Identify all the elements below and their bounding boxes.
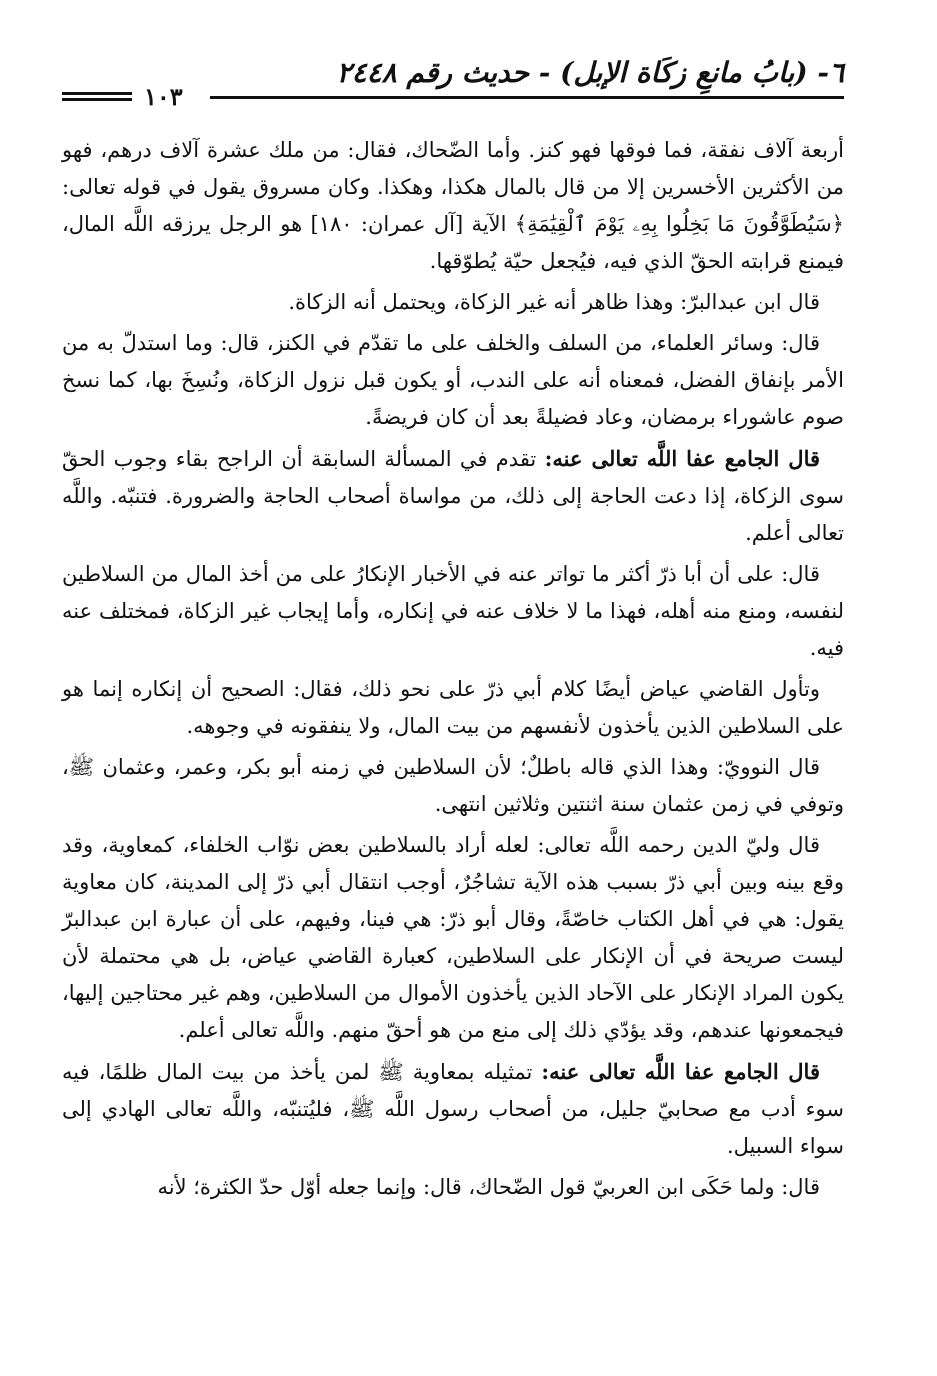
paragraph-text: قال: وسائر العلماء، من السلف والخلف على ما تقدّم في الكنز، قال: وما استدلّ به من الأمر بإنفاق الفضل، فمعناه أنه على الندب، أو يكون قبل نزول الزكاة، ونُسِخَ بها، كما نسخ صوم عاشوراء برمضان، وعاد فضيلةً بعد أن كان فريضةً. — [62, 331, 844, 429]
paragraph-text: قال وليّ الدين رحمه اللَّه تعالى: لعله أراد بالسلاطين بعض نوّاب الخلفاء، كمعاوية، وقد وقع بينه وبين أبي ذرّ بسبب هذه الآية تشاجُرٌ، أوجب انتقال أبي ذرّ إلى المدينة، كان معاوية يقول: هي في أهل الكتاب خاصّةً، وقال أبو ذرّ: هي فينا، وفيهم، على أن عبارة ابن عبدالبرّ ليست صريحة في أن الإنكار على السلاطين، كعبارة القاضي عياض، بل هي محتملة لأن يكون المراد الإنكار على الآحاد الذين يأخذون الأموال من السلاطين، وهم غير محتاجين إليها، فيجمعونها عندهم، وقد يؤدّي ذلك إلى منع من هو أحقّ منهم. واللَّه تعالى أعلم. — [62, 833, 844, 1042]
page-number-block — [62, 82, 222, 111]
page-number: ١٠٣ — [144, 82, 183, 111]
paragraph-10 — [62, 1169, 844, 1206]
paragraph-8 — [62, 827, 844, 1049]
paragraph-text: قال: على أن أبا ذرّ أكثر ما تواتر عنه في الأخبار الإنكارُ على من أخذ المال من السلاطين لنفسه، ومنع منه أهله، فهذا ما لا خلاف عنه في إنكاره، وأما إيجاب غير الزكاة، فمختلف عنه فيه. — [62, 562, 844, 660]
paragraph-4 — [62, 440, 844, 552]
paragraph-1 — [62, 132, 844, 280]
author-note-lead: قال الجامع عفا اللَّه تعالى عنه: — [541, 1059, 820, 1084]
paragraph-text: قال: ولما حَكَى ابن العربيّ قول الضّحاك، قال: وإنما جعله أوّل حدّ الكثرة؛ لأنه — [157, 1175, 820, 1199]
paragraph-text: تمثيله بمعاوية ﷺ لمن يأخذ من بيت المال ظلمًا، فيه سوء أدب مع صحابيّ جليل، من أصحاب رسول اللَّه ﷺ، فليُتنبّه، واللَّه تعالى الهادي إلى سواء السبيل. — [62, 1060, 844, 1158]
paragraph-text: أربعة آلاف نفقة، فما فوقها فهو كنز. وأما الضّحاك، فقال: من ملك عشرة آلاف درهم، فهو من الأكثرين الأخسرين إلا من قال بالمال هكذا، وهكذا. وكان مسروق يقول في قوله تعالى: ﴿سَيُطَوَّقُونَ مَا بَخِلُوا بِهِۦ يَوْمَ ٱلْقِيَٰمَةِ﴾ الآية [آل عمران: ١٨٠] هو الرجل يرزقه اللَّه المال، فيمنع قرابته الحقّ الذي فيه، فيُجعل حيّة يُطوّقها. — [62, 138, 844, 273]
paragraph-text: قال ابن عبدالبرّ: وهذا ظاهر أنه غير الزكاة، ويحتمل أنه الزكاة. — [288, 290, 820, 314]
author-note-lead: قال الجامع عفا اللَّه تعالى عنه: — [544, 446, 821, 471]
page-number-lines — [62, 89, 132, 104]
paragraph-7 — [62, 749, 844, 823]
paragraph-5 — [62, 556, 844, 667]
paragraph-6 — [62, 671, 844, 745]
page-header — [62, 56, 844, 116]
header-rule — [210, 96, 844, 99]
chapter-title: ٦- (بابُ مانعِ زكَاة الإبل) - حديث رقم ٢٤٤٨ — [336, 56, 844, 89]
text-body — [62, 132, 844, 1210]
paragraph-9 — [62, 1053, 844, 1165]
paragraph-text: تقدم في المسألة السابقة أن الراجح بقاء وجوب الحقّ سوى الزكاة، إذا دعت الحاجة إلى ذلك، من مواساة أصحاب الحاجة والضرورة. فتنبّه. واللَّه تعالى أعلم. — [62, 447, 844, 545]
paragraph-3 — [62, 325, 844, 436]
paragraph-text: قال النوويّ: وهذا الذي قاله باطلٌ؛ لأن السلاطين في زمنه أبو بكر، وعمر، وعثمان ﷺ، وتوفي في زمن عثمان سنة اثنتين وثلاثين انتهى. — [62, 755, 844, 816]
paragraph-text: وتأول القاضي عياض أيضًا كلام أبي ذرّ على نحو ذلك، فقال: الصحيح أن إنكاره إنما هو على السلاطين الذين يأخذون لأنفسهم من بيت المال، ولا ينفقونه في وجوهه. — [62, 677, 844, 738]
paragraph-2 — [62, 284, 844, 321]
